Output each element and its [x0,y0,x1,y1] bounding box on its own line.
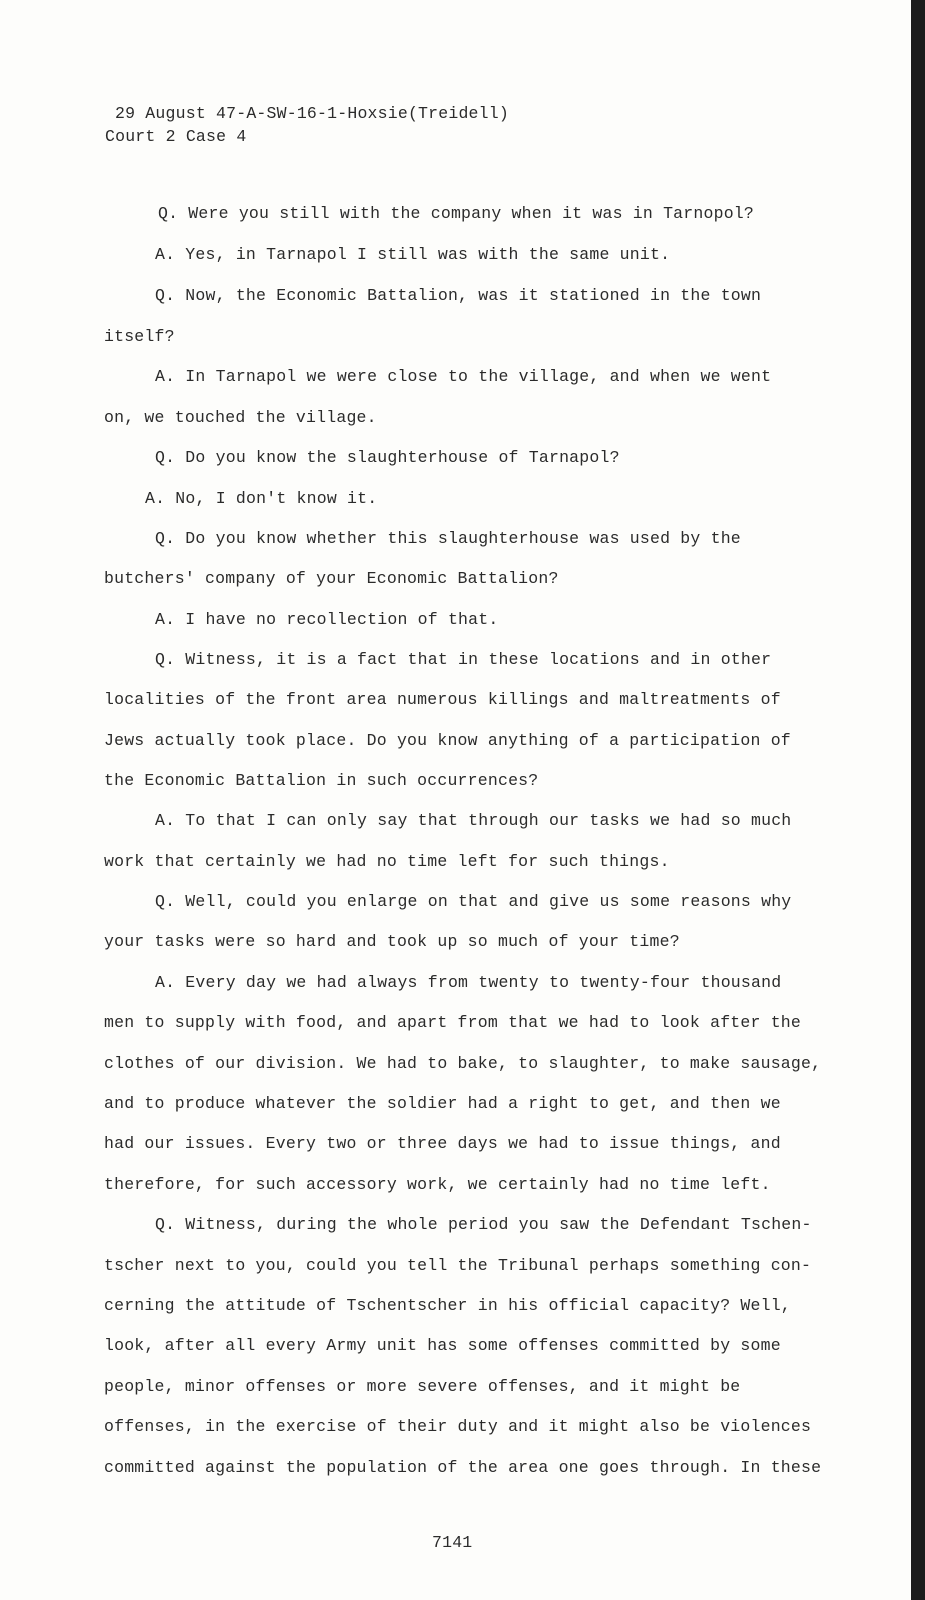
body-line: your tasks were so hard and took up so much of your time? [104,932,680,951]
body-line: butchers' company of your Economic Battalion? [104,569,559,588]
body-line: Jews actually took place. Do you know anything of a participation of [104,731,791,750]
body-line: committed against the population of the area one goes through. In these [104,1458,822,1477]
body-line: Q. Well, could you enlarge on that and give us some reasons why [155,892,792,911]
header-date-reference: 29 August 47-A-SW-16-1-Hoxsie(Treidell) [115,104,509,123]
body-line: itself? [104,327,175,346]
body-line: look, after all every Army unit has some offenses committed by some [104,1336,781,1355]
body-line: tscher next to you, could you tell the Tribunal perhaps something con- [104,1256,812,1275]
body-line: Q. Were you still with the company when it was in Tarnopol? [158,204,754,223]
body-line: localities of the front area numerous killings and maltreatments of [104,690,781,709]
body-line: the Economic Battalion in such occurrences? [104,771,539,790]
body-line: A. Yes, in Tarnapol I still was with the same unit. [155,245,671,264]
body-line: clothes of our division. We had to bake, to slaughter, to make sausage, [104,1054,822,1073]
body-line: Q. Now, the Economic Battalion, was it stationed in the town [155,286,762,305]
body-line: Q. Do you know whether this slaughterhouse was used by the [155,529,741,548]
page-number: 7141 [432,1533,473,1552]
body-line: men to supply with food, and apart from that we had to look after the [104,1013,802,1032]
body-line: work that certainly we had no time left for such things. [104,852,670,871]
body-line: A. No, I don't know it. [145,489,378,508]
body-line: on, we touched the village. [104,408,377,427]
body-line: cerning the attitude of Tschentscher in his official capacity? Well, [104,1296,791,1315]
body-line: A. In Tarnapol we were close to the village, and when we went [155,367,772,386]
body-line: and to produce whatever the soldier had a right to get, and then we [104,1094,781,1113]
body-line: had our issues. Every two or three days we had to issue things, and [104,1134,781,1153]
body-line: Q. Witness, it is a fact that in these locations and in other [155,650,772,669]
body-line: A. Every day we had always from twenty to twenty-four thousand [155,973,782,992]
body-line: A. To that I can only say that through our tasks we had so much [155,811,792,830]
body-line: Q. Witness, during the whole period you saw the Defendant Tschen- [155,1215,812,1234]
body-line: Q. Do you know the slaughterhouse of Tarnapol? [155,448,620,467]
header-court-case: Court 2 Case 4 [105,127,247,146]
body-line: A. I have no recollection of that. [155,610,499,629]
body-line: therefore, for such accessory work, we certainly had no time left. [104,1175,771,1194]
body-line: people, minor offenses or more severe offenses, and it might be [104,1377,741,1396]
body-line: offenses, in the exercise of their duty and it might also be violences [104,1417,812,1436]
